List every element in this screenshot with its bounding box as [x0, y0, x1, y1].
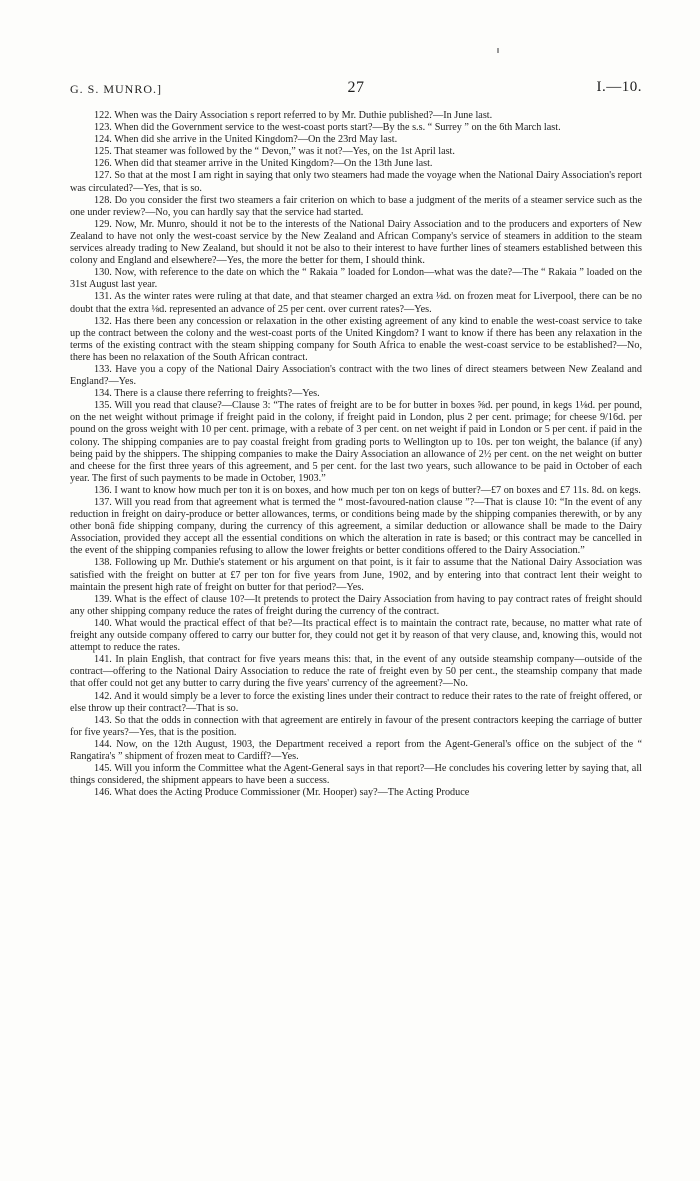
question-paragraph: 127. So that at the most I am right in saying that only two steamers had made the voyage when the National Dairy Association's report was circulated?—Yes, that is so. — [70, 170, 642, 194]
header-witness-name: G. S. MUNRO.] — [70, 82, 163, 96]
question-paragraph: 134. There is a clause there referring to freights?—Yes. — [94, 388, 320, 400]
question-paragraph: 133. Have you a copy of the National Dairy Association's contract with the two lines of direct steamers between New Zealand and England?—Yes. — [70, 363, 642, 388]
question-paragraph: 141. In plain English, that contract for five years means this: that, in the event of any outside steamship company—outside of the contract—offering to the National Dairy Association to reduce the rate of freight even by 50 per cent., the steamship company that made that offer could not get any butter to carry during the five years' currency of the agreement?—No. — [70, 654, 642, 690]
page-number: 27 — [347, 79, 365, 96]
question-paragraph: 131. As the winter rates were ruling at that date, and that steamer charged an extra ⅛d. on frozen meat for Liverpool, there can be no doubt that the extra ⅛d. represented an advance of 25 per cent. over current rates?—Yes. — [70, 291, 642, 315]
question-paragraph: 124. When did she arrive in the United Kingdom?—On the 23rd May last. — [94, 134, 398, 146]
question-paragraph: 132. Has there been any concession or relaxation in the other existing agreement of any kind to enable the west-coast service to take up the contract between the colony and the west-coast ports of the United Kingdom? I want to know if there has been any relaxation in the terms of the existing contract with the steam shipping company for South Africa to enable the west-coast service to be established?—No, there has been no relaxation of the South African contract. — [70, 315, 642, 363]
question-paragraph: 126. When did that steamer arrive in the United Kingdom?—On the 13th June last. — [94, 158, 433, 170]
question-paragraph: 143. So that the odds in connection with that agreement are entirely in favour of the present contractors keeping the carriage of butter for five years?—Yes, that is the position. — [70, 714, 642, 738]
document-reference: I.—10. — [596, 79, 642, 95]
question-paragraph: 128. Do you consider the first two steamers a fair criterion on which to base a judgment of the merits of a steamer service such as the one under review?—No, you can hardly say that the service had started. — [70, 194, 642, 218]
margin-mark — [497, 48, 499, 53]
question-paragraph: 142. And it would simply be a lever to force the existing lines under their contract to reduce their rates to the rate of freight offered, or else throw up their contract?—That is so. — [70, 690, 642, 714]
question-paragraph: 137. Will you read from that agreement what is termed the “ most-favoured-nation clause ”?—That is clause 10: “In the event of any reduction in freight on dairy-produce or better allowances, terms, or conditions being made by the shipping companies therewith, or by any other bonâ fide shipping company, during the currency of this agreement, a similar deduction or allowance shall be made to the Dairy Association, provided they accept all the essential conditions on which the alteration in rate is based; or this contract may be cancelled in the event of the shipping companies refusing to allow the lower freights or better conditions offered to the Dairy Association.” — [70, 497, 642, 557]
question-paragraph: 130. Now, with reference to the date on which the “ Rakaia ” loaded for London—what was the date?—The “ Rakaia ” loaded on the 31st August last year. — [70, 267, 642, 291]
question-paragraph: 144. Now, on the 12th August, 1903, the Department received a report from the Agent-General's office on the subject of the “ Rangatira's ” shipment of frozen meat to Cardiff?—Yes. — [70, 738, 642, 762]
question-paragraph: 140. What would the practical effect of that be?—Its practical effect is to maintain the contract rate, because, no matter what rate of freight any outside company offered to carry our butter for, they could not get it by reason of that very clause, and, knowing this, would not attempt to reduce the rates. — [70, 617, 642, 654]
question-paragraph: 146. What does the Acting Produce Commissioner (Mr. Hooper) say?—The Acting Produce — [94, 787, 470, 799]
question-paragraph: 145. Will you inform the Committee what the Agent-General says in that report?—He concludes his covering letter by saying that, all things considered, the shipment appears to have been a success. — [70, 763, 642, 787]
question-paragraph: 136. I want to know how much per ton it is on boxes, and how much per ton on kegs of butter?—£7 on boxes and £7 11s. 8d. on kegs. — [94, 484, 641, 496]
question-paragraph: 135. Will you read that clause?—Clause 3: “The rates of freight are to be for butter in boxes ⅝d. per pound, in kegs 1⅛d. per pound, on the net weight without primage if freight paid in the colony, if freight paid in London, plus 2 per cent. primage; for cheese 9/16d. per pound on the gross weight with 10 per cent. primage, with a rebate of 3 per cent. on net weight if paid in London or 5 per cent. if paid in the colony. The shipping companies are to pay coastal freight from grading ports to Wellington up to 10s. per ton weight, the balance (if any) being paid by the shippers. The shipping companies to make the Dairy Association an allowance of 2½ per cent. on the net weight on butter and cheese for the first three years of this agreement, and 5 per cent. for the last two years, such allowance to be paid in October of each year. The first of such payments to be made in October, 1903.” — [70, 400, 642, 484]
question-paragraph: 129. Now, Mr. Munro, should it not be to the interests of the National Dairy Association and to the producers and exporters of New Zealand to have not only the west-coast service by the New Zealand and African Company's service of steamers in addition to the steam services already trading to New Zealand, but should it not be also to their interest to have further lines of steamers established between this colony and England and elsewhere?—Yes, the more the better for them, I should think. — [70, 218, 642, 267]
question-paragraph: 123. When did the Government service to the west-coast ports start?—By the s.s. “ Surrey ” on the 6th March last. — [94, 122, 561, 134]
question-paragraph: 138. Following up Mr. Duthie's statement or his argument on that point, is it fair to assume that the National Dairy Association was satisfied with the freight on butter at £7 per ton for five years from June, 1902, and by entering into that contract lent their weight to maintain the present high rate of freight on butter for that period?—Yes. — [70, 557, 642, 593]
question-paragraph: 125. That steamer was followed by the “ Devon,” was it not?—Yes, on the 1st April last. — [94, 146, 455, 158]
testimony-body — [70, 110, 642, 799]
question-paragraph: 139. What is the effect of clause 10?—It pretends to protect the Dairy Association from having to pay contract rates of freight should any other shipping company reduce the rates of freight during the currency of the contract. — [70, 593, 642, 617]
document-page — [70, 79, 642, 799]
question-paragraph: 122. When was the Dairy Association s report referred to by Mr. Duthie published?—In June last. — [94, 110, 493, 121]
running-header — [70, 79, 642, 104]
